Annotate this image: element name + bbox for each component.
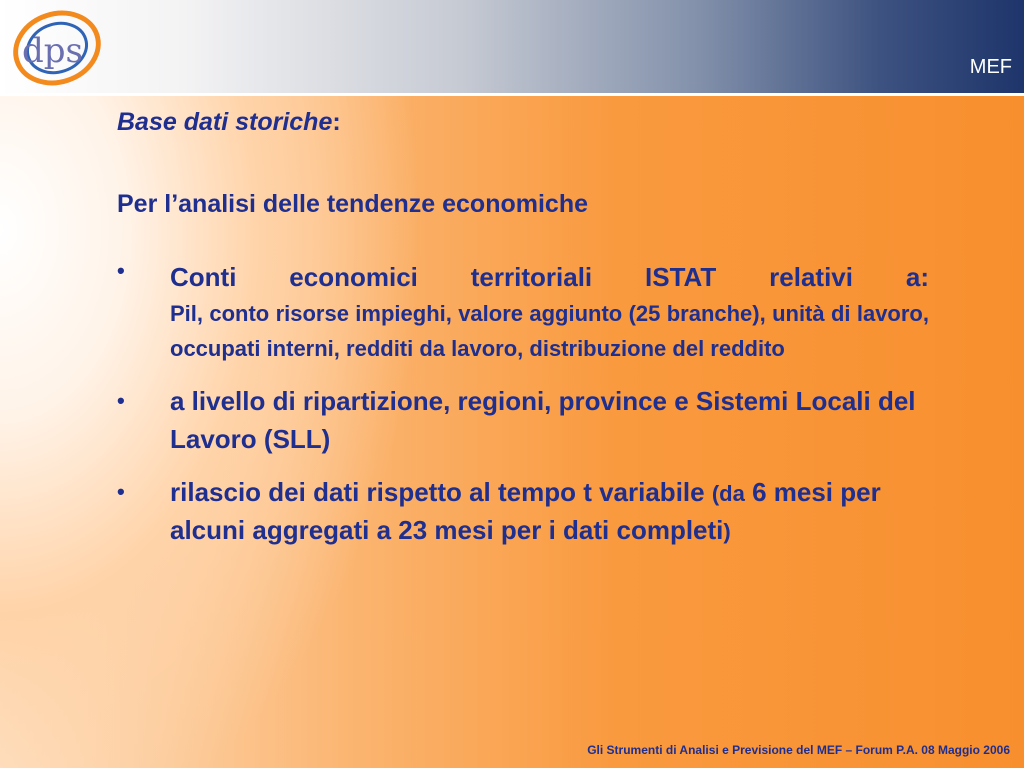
bullet-detail-text: Pil, conto risorse impieghi, valore aggiunto (25 branche), unità di lavoro, occupati interni, redditi da lavoro, distribuzione del reddito — [170, 301, 929, 361]
bullet-detail-text: 6 mesi per alcuni aggregati a 23 mesi per i dati completi — [170, 477, 881, 545]
bullet-marker: • — [117, 388, 125, 413]
slide-subtitle: Per l’analisi delle tendenze economiche — [117, 190, 588, 218]
bullet-paren-close: ) — [723, 519, 731, 544]
slide-title — [117, 108, 341, 137]
slide-title-colon: : — [332, 108, 341, 136]
bullet-text: a livello di ripartizione, regioni, province e Sistemi Locali del Lavoro (SLL) — [170, 386, 916, 454]
header-divider — [0, 93, 1024, 96]
bullet-list — [117, 258, 929, 550]
bullet-item — [117, 258, 929, 366]
footer-text: Gli Strumenti di Analisi e Previsione del MEF – Forum P.A. 08 Maggio 2006 — [587, 743, 1010, 757]
dps-logo-icon — [8, 6, 106, 90]
logo-text: dps — [22, 31, 83, 71]
dps-logo — [8, 6, 106, 90]
bullet-lead-text: Conti economici territoriali ISTAT relativi a: — [170, 262, 929, 292]
bullet-paren-open: (da — [711, 481, 745, 506]
org-label: MEF — [969, 56, 1012, 78]
bullet-item — [117, 474, 929, 550]
bullet-marker: • — [117, 258, 125, 283]
header-bar — [0, 0, 1024, 93]
slide-title-text: Base dati storiche — [117, 108, 333, 136]
bullet-marker: • — [117, 479, 125, 504]
bullet-main-text: rilascio dei dati rispetto al tempo t variabile — [170, 477, 705, 507]
bullet-item — [117, 382, 929, 458]
